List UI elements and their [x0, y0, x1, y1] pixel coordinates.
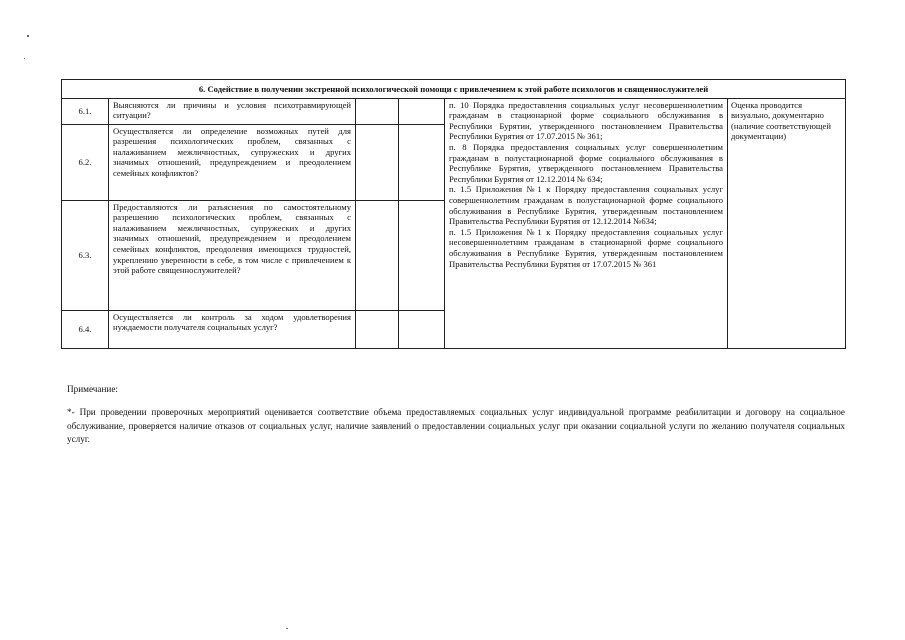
empty-cell — [356, 200, 399, 310]
reference-paragraph: п. 1.5 Приложения №1 к Порядку предоставления социальных услуг совершеннолетним гражданам в полустационарной форме социального обслуживания в Республике Бурятия, утвержденным постановлением Правительства Республики Бурятия от 12.12.2014 №634; — [449, 184, 723, 227]
note-body: *- При проведении проверочных мероприятий оценивается соответствие объема предоставляемых социальных услуг индивидуальной программе реабилитации и договору на социальное обслуживание, проверяется наличие отказов от социальных услуг, наличие заявлений о предоставлении социальных услуг при оказании социальной услуги по желанию получателя социальных услуг. — [67, 407, 845, 444]
table-row — [62, 98, 846, 124]
scan-speck — [27, 35, 29, 37]
reference-paragraph: п. 8 Порядка предоставления социальных услуг совершеннолетним гражданам в полустационарной форме социального обслуживания в Республике Бурятия, утвержденного постановлением Правительства Республики Бурятия от 12.12.2014 № 634; — [449, 141, 723, 184]
criterion-question: Осуществляется ли контроль за ходом удовлетворения нуждаемости получателя социальных услуг? — [109, 310, 356, 348]
section-header-row — [62, 80, 846, 99]
empty-cell — [399, 124, 445, 200]
empty-cell — [399, 200, 445, 310]
criterion-question: Выясняются ли причины и условия психотравмирующей ситуации? — [109, 98, 356, 124]
criterion-question: Осуществляется ли определение возможных путей для разрешения психологических проблем, связанных с налаживанием межличностных, супружеских и других значимых отношений, предупреждением и преодолением семейных конфликтов? — [109, 124, 356, 200]
reference-paragraph: п. 1.5 Приложения №1 к Порядку предоставления социальных услуг несовершеннолетним гражданам в стационарной форме социального обслуживания в Республике Бурятия, утвержденным постановлением Правительства Республики Бурятия от 17.07.2015 № 361 — [449, 226, 723, 269]
reference-paragraph: п. 10 Порядка предоставления социальных услуг несовершеннолетним гражданам в стационарной форме социального обслуживания в Республики Бурятии, утвержденного постановлением Правительства Республики Бурятия от 17.07.2015 № 361; — [449, 99, 723, 142]
criterion-question: Предоставляются ли разъяснения по самостоятельному разрешению психологических проблем, связанных с налаживанием межличностных, супружеских и других значимых отношений, предупреждением и преодолением семейных конфликтов, преодоления имеющихся трудностей, укреплению уверенности в себе, в том числе с привлечением к этой работе священнослужителей? — [109, 200, 356, 310]
legal-reference — [445, 98, 728, 348]
note-title: Примечание: — [67, 384, 118, 394]
empty-cell — [356, 98, 399, 124]
empty-cell — [356, 310, 399, 348]
section-header: 6. Содействие в получении экстренной психологической помощи с привлечением к этой работе психологов и священнослужителей — [62, 80, 846, 99]
empty-cell — [399, 310, 445, 348]
row-number: 6.4. — [62, 310, 109, 348]
scan-mark — [286, 628, 288, 629]
empty-cell — [399, 98, 445, 124]
criteria-table — [61, 79, 846, 349]
row-number: 6.2. — [62, 124, 109, 200]
scan-speck — [24, 58, 25, 59]
row-number: 6.1. — [62, 98, 109, 124]
empty-cell — [356, 124, 399, 200]
row-number: 6.3. — [62, 200, 109, 310]
check-method: Оценка проводится визуально, документарно (наличие соответствующей документации) — [728, 98, 846, 348]
